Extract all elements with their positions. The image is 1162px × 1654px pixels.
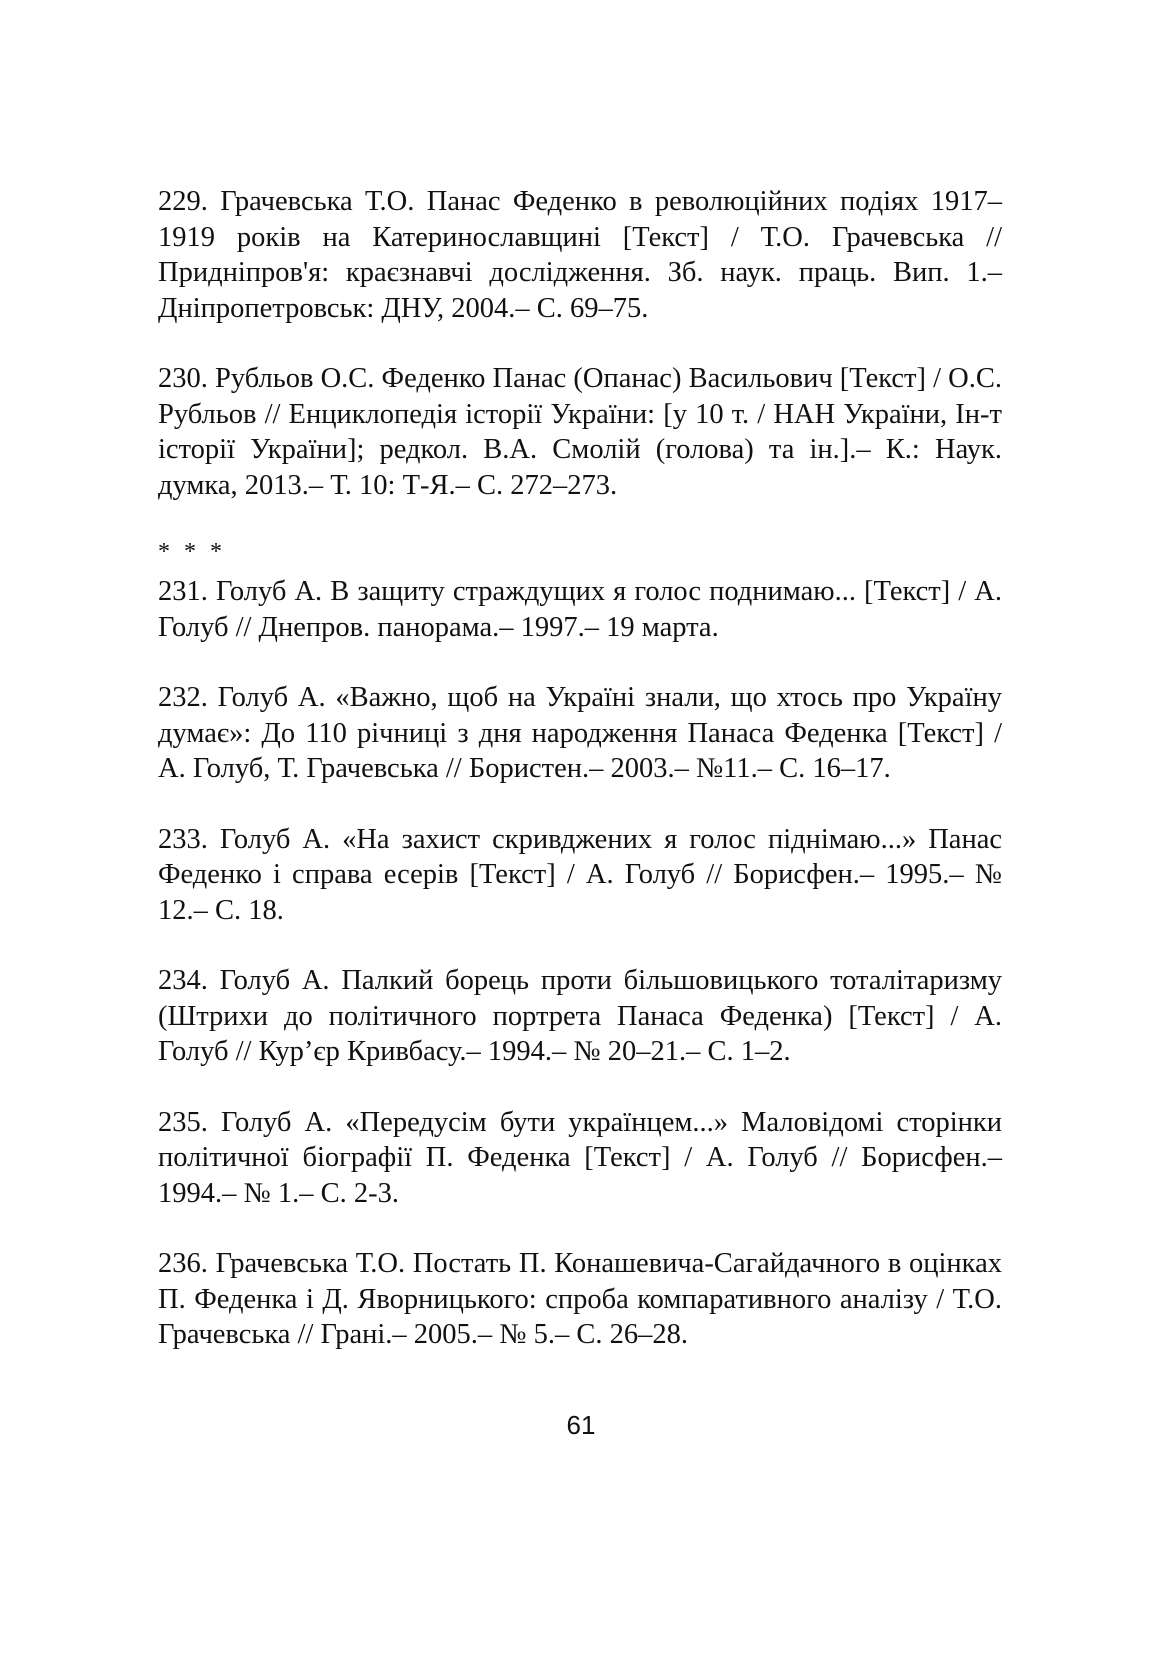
entry-spacer xyxy=(158,787,1002,822)
bibliography-entry-231: 231. Голуб А. В защиту страждущих я голос поднимаю... [Текст] / А. Голуб // Днепров. панорама.– 1997.– 19 марта. xyxy=(158,576,1002,643)
bibliography-entry-229: 229. Грачевська Т.О. Панас Феденко в революційних подіях 1917–1919 років на Катеринославщині [Текст] / Т.О. Грачевська // Придніпров'я: краєзнавчі дослідження. Зб. наук. праць. Вип. 1.– Дніпропетровськ: ДНУ, 2004.– С. 69–75. xyxy=(158,186,1002,324)
bibliography-entry-235: 235. Голуб А. «Передусім бути українцем...» Маловідомі сторінки політичної біографії П. Феденка [Текст] / А. Голуб // Борисфен.– 1994.– № 1.– С. 2-3. xyxy=(158,1106,1002,1209)
section-divider: * * * xyxy=(158,539,226,565)
bibliography-entry-236: 236. Грачевська Т.О. Постать П. Конашевича-Сагайдачного в оцінках П. Феденка і Д. Яворницького: спроба компаративного аналізу / Т.О. Грачевська // Грані.– 2005.– № 5.– С. 26–28. xyxy=(158,1248,1002,1350)
entry-spacer xyxy=(158,1070,1002,1105)
entry-spacer xyxy=(158,645,1002,680)
bibliography-entry-233: 233. Голуб А. «На захист скривджених я голос піднімаю...» Панас Феденко і справа есерів [Текст] / А. Голуб // Борисфен.– 1995.– № 12.– С. 18. xyxy=(158,823,1002,926)
entry-spacer xyxy=(158,326,1002,361)
bibliography-entry-232: 232. Голуб А. «Важно, щоб на Україні знали, що хтось про Україну думає»: До 110 річниці з дня народження Панаса Феденка [Текст] / А. Голуб, Т. Грачевська // Бористен.– 2003.– №11.– С. 16–17. xyxy=(158,682,1002,784)
entry-spacer xyxy=(158,503,1002,538)
bibliography-entry-234: 234. Голуб А. Палкий борець проти більшовицького тоталітаризму (Штрихи до політичного портрета Панаса Феденка) [Текст] / А. Голуб // Кур’єр Кривбасу.– 1994.– № 20–21.– С. 1–2. xyxy=(158,965,1002,1067)
page-number: 61 xyxy=(566,1410,596,1440)
entry-spacer xyxy=(158,928,1002,963)
entry-spacer xyxy=(158,1211,1002,1246)
bibliography-page xyxy=(158,184,1002,1353)
divider-spacer xyxy=(158,566,1002,574)
bibliography-entry-230: 230. Рубльов О.С. Феденко Панас (Опанас) Васильович [Текст] / О.С. Рубльов // Енциклопедія історії України: [у 10 т. / НАН України, Ін-т історії України]; редкол. В.А. Смолій (голова) та ін.].– К.: Наук. думка, 2013.– Т. 10: Т-Я.– С. 272–273. xyxy=(158,363,1002,501)
